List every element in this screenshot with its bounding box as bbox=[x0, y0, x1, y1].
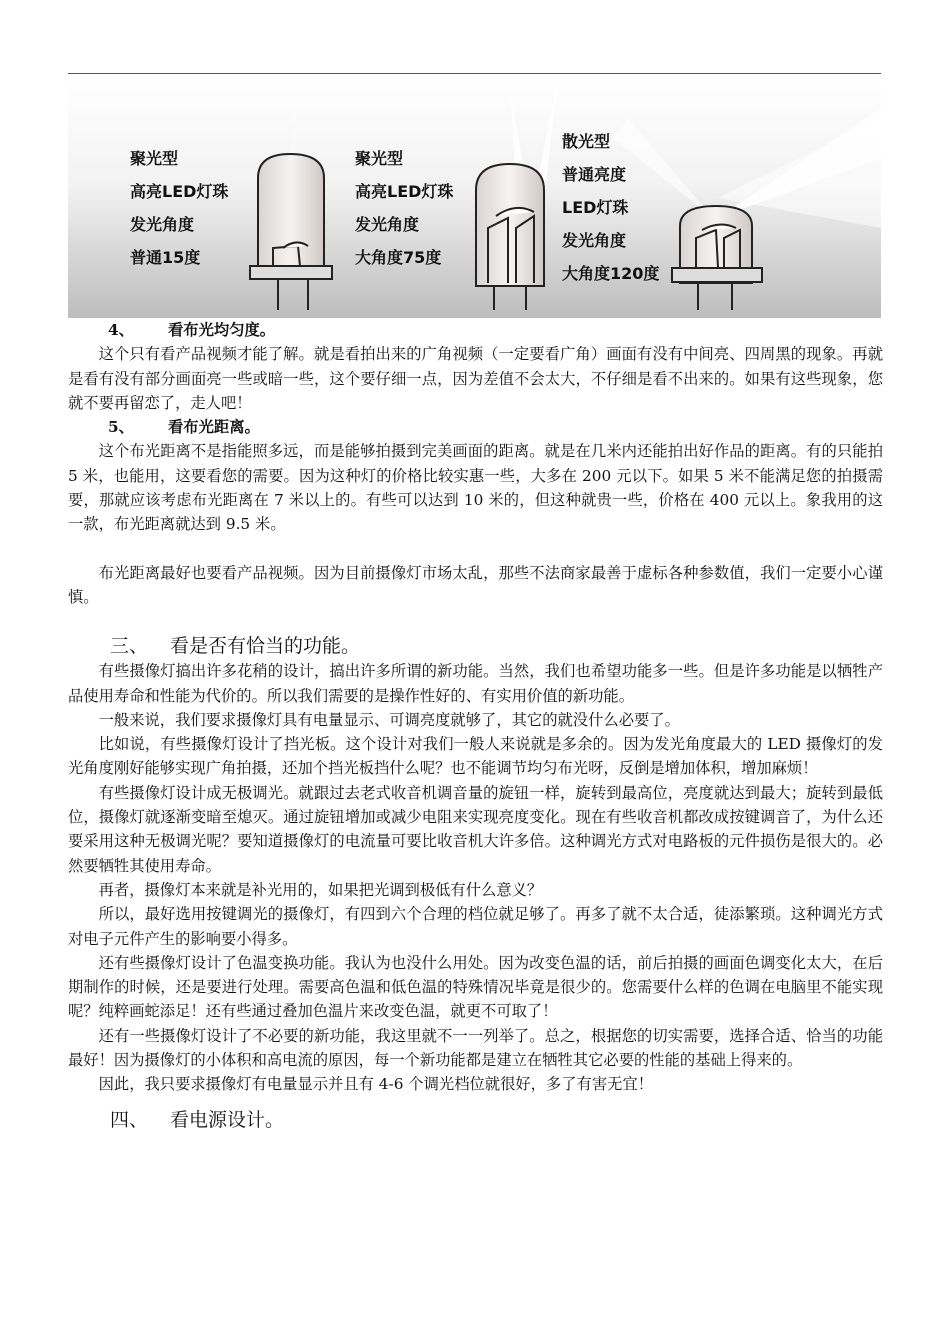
section-4-heading bbox=[68, 318, 883, 342]
section-four-number: 四、 bbox=[110, 1108, 149, 1131]
label-1-1: 聚光型 bbox=[130, 149, 179, 168]
header-rule bbox=[68, 73, 881, 74]
paragraph: 所以，最好选用按键调光的摄像灯，有四到六个合理的档位就足够了。再多了就不太合适，徒添繁琐。这种调光方式对电子元件产生的影响要小得多。 bbox=[68, 905, 883, 948]
label-3-3: LED灯珠 bbox=[562, 198, 629, 217]
paragraph: 还有一些摄像灯设计了不必要的新功能，我这里就不一一列举了。总之，根据您的切实需要，选择合适、恰当的功能最好！因为摄像灯的小体积和高电流的原因，每一个新功能都是建立在牺牲其它必要的性能的基础上得来的。 bbox=[68, 1026, 883, 1070]
paragraph: 布光距离最好也要看产品视频。因为目前摄像灯市场太乱，那些不法商家最善于虚标各种参数值，我们一定要小心谨慎。 bbox=[68, 563, 883, 606]
paragraph: 这个只有看产品视频才能了解。就是看拍出来的广角视频（一定要看广角）画面有没有中间亮、四周黑的现象。再就是看有没有部分画面亮一些或暗一些，这个要仔细一点，因为差值不会太大，不仔细是看不出来的。如果有这些现象，您就不要再留恋了，走人吧！ bbox=[68, 345, 883, 412]
label-1-3: 发光角度 bbox=[130, 215, 195, 234]
paragraph: 因此，我只要求摄像灯有电量显示并且有 4-6 个调光档位就很好，多了有害无宜！ bbox=[98, 1075, 654, 1094]
label-3-1: 散光型 bbox=[562, 132, 611, 151]
section-four-heading bbox=[68, 1107, 883, 1133]
paragraph: 一般来说，我们要求摄像灯具有电量显示、可调亮度就够了，其它的就没什么必要了。 bbox=[98, 710, 680, 729]
section-5-title: 看布光距离。 bbox=[168, 418, 260, 437]
label-2-3: 发光角度 bbox=[355, 215, 420, 234]
label-2-1: 聚光型 bbox=[355, 149, 404, 168]
paragraph: 有些摄像灯搞出许多花稍的设计，搞出许多所谓的新功能。当然，我们也希望功能多一些。但是许多功能是以牺牲产品使用寿命和性能为代价的。所以我们需要的是操作性好的、有实用价值的新功能。 bbox=[68, 662, 883, 705]
led-angle-figure bbox=[68, 78, 881, 318]
paragraph: 还有些摄像灯设计了色温变换功能。我认为也没什么用处。因为改变色温的话，前后拍摄的画面色调变化太大，在后期制作的时候，还是要进行处理。需要高色温和低色温的特殊情况毕竟是很少的。您需要什么样的色调在电脑里不能实现呢？纯粹画蛇添足！还有些通过叠加色温片来改变色温，就更不可取了！ bbox=[68, 953, 883, 1021]
label-2-4: 大角度75度 bbox=[355, 248, 442, 267]
paragraph: 有些摄像灯设计成无极调光。就跟过去老式收音机调音量的旋钮一样，旋转到最高位，亮度就达到最大；旋转到最低位，摄像灯就逐渐变暗至熄灭。通过旋钮增加或减少电阻来实现亮度变化。现在有些收音机都改成按键调音了，为什么还要采用这种无极调光呢？要知道摄像灯的电流量可要比收音机大许多倍。这种调光方式对电路板的元件损伤是很大的。必然要牺牲其使用寿命。 bbox=[68, 783, 883, 875]
section-four-title: 看电源设计。 bbox=[170, 1108, 285, 1131]
label-3-5: 大角度120度 bbox=[562, 264, 660, 283]
section-three-heading bbox=[68, 633, 883, 659]
paragraph: 比如说，有些摄像灯设计了挡光板。这个设计对我们一般人来说就是多余的。因为发光角度最大的 LED 摄像灯的发光角度刚好能够实现广角拍摄，还加个挡光板挡什么呢？也不能调节均匀布光呀，反倒是增加体积，增加麻烦！ bbox=[68, 735, 883, 778]
label-1-2: 高亮LED灯珠 bbox=[130, 182, 229, 201]
label-1-4: 普通15度 bbox=[130, 248, 201, 267]
section-three-number: 三、 bbox=[110, 635, 149, 658]
section-5-number: 5、 bbox=[108, 418, 134, 437]
paragraph: 再者，摄像灯本来就是补光用的，如果把光调到极低有什么意义？ bbox=[98, 880, 543, 899]
label-3-4: 发光角度 bbox=[562, 231, 627, 250]
section-5-heading bbox=[68, 415, 883, 439]
label-3-2: 普通亮度 bbox=[562, 165, 627, 184]
paragraph: 这个布光距离不是指能照多远，而是能够拍摄到完美画面的距离。就是在几米内还能拍出好作品的距离。有的只能拍 5 米，也能用，这要看您的需要。因为这种灯的价格比较实惠一些，大多在 200 元以下。如果 5 米不能满足您的拍摄需要，那就应该考虑布光距离在 7 米以上的。有些可以达到 10 米的，但这种就贵一些，价格在 400 元以上。象我用的这一款，布光距离就达到 9.5 米。 bbox=[68, 442, 883, 534]
section-4-number: 4、 bbox=[108, 321, 134, 339]
document-body bbox=[68, 318, 883, 1133]
section-three-title: 看是否有恰当的功能。 bbox=[170, 635, 361, 658]
label-2-2: 高亮LED灯珠 bbox=[355, 182, 454, 201]
section-4-title: 看布光均匀度。 bbox=[168, 321, 276, 339]
